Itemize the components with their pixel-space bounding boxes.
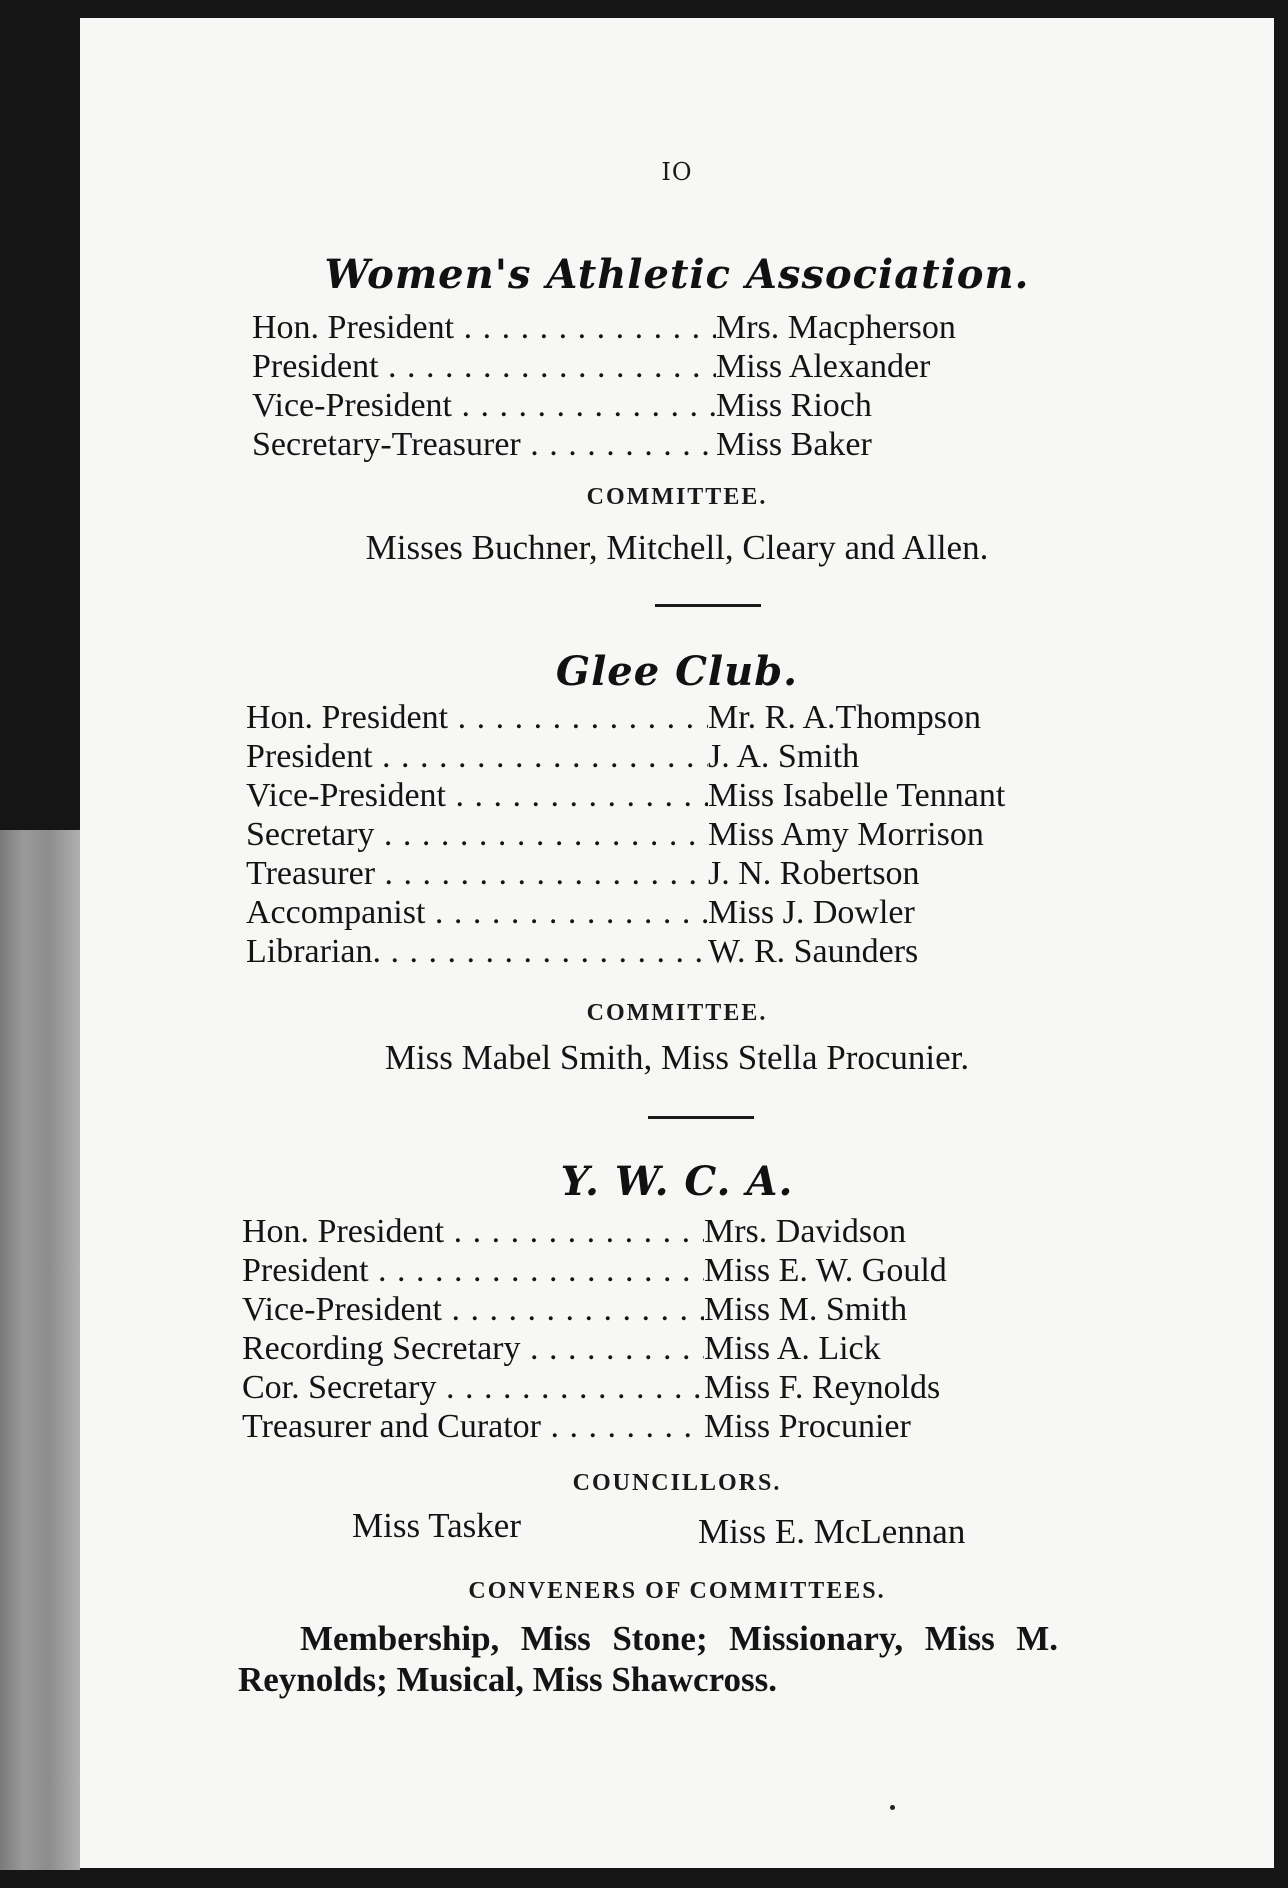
dot-leader bbox=[541, 1408, 704, 1445]
councillor-name: Miss E. McLennan bbox=[698, 1512, 966, 1551]
dot-leader bbox=[448, 699, 708, 736]
officer-row bbox=[242, 1368, 947, 1407]
officer-role: President bbox=[242, 1252, 369, 1289]
dot-leader bbox=[452, 387, 716, 424]
officer-role: Vice-President bbox=[252, 387, 452, 424]
officer-role: Hon. President bbox=[242, 1213, 445, 1250]
conveners-paragraph: Membership, Miss Stone; Missionary, Miss M. Reynolds; Musical, Miss Shawcross. bbox=[238, 1619, 1058, 1699]
officer-role: Treasurer bbox=[246, 855, 376, 892]
document-page bbox=[80, 18, 1274, 1868]
committee-members: Miss Mabel Smith, Miss Stella Procunier. bbox=[384, 1038, 970, 1077]
officer-role: Hon. President bbox=[252, 309, 455, 346]
dot-leader bbox=[381, 933, 708, 970]
officer-name: Miss E. W. Gould bbox=[704, 1252, 947, 1289]
officer-row bbox=[252, 386, 956, 425]
dot-leader bbox=[446, 777, 708, 814]
councillor-name: Miss Tasker bbox=[352, 1506, 521, 1545]
committee-heading: COMMITTEE. bbox=[586, 484, 768, 510]
dot-leader bbox=[369, 1252, 704, 1289]
section-divider bbox=[655, 604, 761, 607]
committee-members: Misses Buchner, Mitchell, Cleary and Allen. bbox=[365, 528, 989, 567]
officer-row bbox=[252, 347, 956, 386]
officer-row bbox=[246, 815, 1005, 854]
officer-row bbox=[242, 1407, 947, 1446]
section-title-ywca: Y. W. C. A. bbox=[560, 1158, 794, 1205]
officer-name: Miss J. Dowler bbox=[708, 894, 915, 931]
officer-name: Miss Baker bbox=[716, 426, 872, 463]
officer-name: Mrs. Davidson bbox=[704, 1213, 907, 1250]
section-divider bbox=[648, 1116, 754, 1119]
officer-name: Miss Isabelle Tennant bbox=[708, 777, 1006, 814]
page-number: IO bbox=[661, 158, 693, 186]
dot-leader bbox=[375, 855, 708, 892]
dot-leader bbox=[379, 348, 716, 385]
officer-role: President bbox=[246, 738, 373, 775]
print-speck bbox=[890, 1805, 895, 1810]
dot-leader bbox=[454, 309, 716, 346]
officer-role: Librarian. bbox=[246, 933, 381, 970]
dot-leader bbox=[425, 894, 708, 931]
dot-leader bbox=[437, 1369, 705, 1406]
committee-heading: COMMITTEE. bbox=[586, 1000, 768, 1026]
dot-leader bbox=[521, 1330, 705, 1367]
officer-role: Vice-President bbox=[242, 1291, 442, 1328]
officer-row bbox=[246, 854, 1005, 893]
officer-name: Miss Rioch bbox=[716, 387, 872, 424]
officer-row bbox=[252, 308, 956, 347]
officer-role: Secretary bbox=[246, 816, 375, 853]
officer-row bbox=[246, 932, 1005, 971]
dot-leader bbox=[521, 426, 716, 463]
officer-row bbox=[242, 1290, 947, 1329]
officer-role: Hon. President bbox=[246, 699, 449, 736]
officer-name: Mrs. Macpherson bbox=[716, 309, 956, 346]
officer-role: Cor. Secretary bbox=[242, 1369, 437, 1406]
officer-row bbox=[242, 1329, 947, 1368]
officer-row bbox=[246, 893, 1005, 932]
officer-list-ywca bbox=[242, 1212, 947, 1446]
dot-leader bbox=[444, 1213, 704, 1250]
officer-role: Treasurer and Curator bbox=[242, 1408, 541, 1445]
officer-list-womens-athletic bbox=[252, 308, 956, 464]
officer-role: President bbox=[252, 348, 379, 385]
officer-role: Secretary-Treasurer bbox=[252, 426, 521, 463]
section-title-womens-athletic: Women's Athletic Association. bbox=[324, 251, 1030, 298]
officer-name: J. N. Robertson bbox=[708, 855, 920, 892]
section-title-glee-club: Glee Club. bbox=[555, 648, 799, 695]
officer-role: Accompanist bbox=[246, 894, 426, 931]
officer-role: Recording Secretary bbox=[242, 1330, 521, 1367]
officer-role: Vice-President bbox=[246, 777, 446, 814]
officer-name: J. A. Smith bbox=[708, 738, 860, 775]
officer-name: Miss M. Smith bbox=[704, 1291, 908, 1328]
officer-row bbox=[242, 1212, 947, 1251]
officer-name: Miss F. Reynolds bbox=[704, 1369, 941, 1406]
officer-row bbox=[242, 1251, 947, 1290]
officer-row bbox=[246, 737, 1005, 776]
officer-list-glee-club bbox=[246, 698, 1005, 971]
dot-leader bbox=[373, 738, 708, 775]
officer-name: W. R. Saunders bbox=[708, 933, 919, 970]
conveners-heading: CONVENERS OF COMMITTEES. bbox=[468, 1578, 886, 1604]
officer-row bbox=[246, 776, 1005, 815]
councillors-heading: COUNCILLORS. bbox=[572, 1470, 782, 1496]
officer-name: Miss Alexander bbox=[716, 348, 931, 385]
officer-row bbox=[246, 698, 1005, 737]
officer-name: Miss Procunier bbox=[704, 1408, 911, 1445]
officer-row bbox=[252, 425, 956, 464]
dot-leader bbox=[442, 1291, 704, 1328]
officer-name: Mr. R. A.Thompson bbox=[708, 699, 981, 736]
officer-name: Miss A. Lick bbox=[704, 1330, 881, 1367]
background-page-edge bbox=[0, 830, 80, 1870]
officer-name: Miss Amy Morrison bbox=[708, 816, 984, 853]
dot-leader bbox=[374, 816, 708, 853]
